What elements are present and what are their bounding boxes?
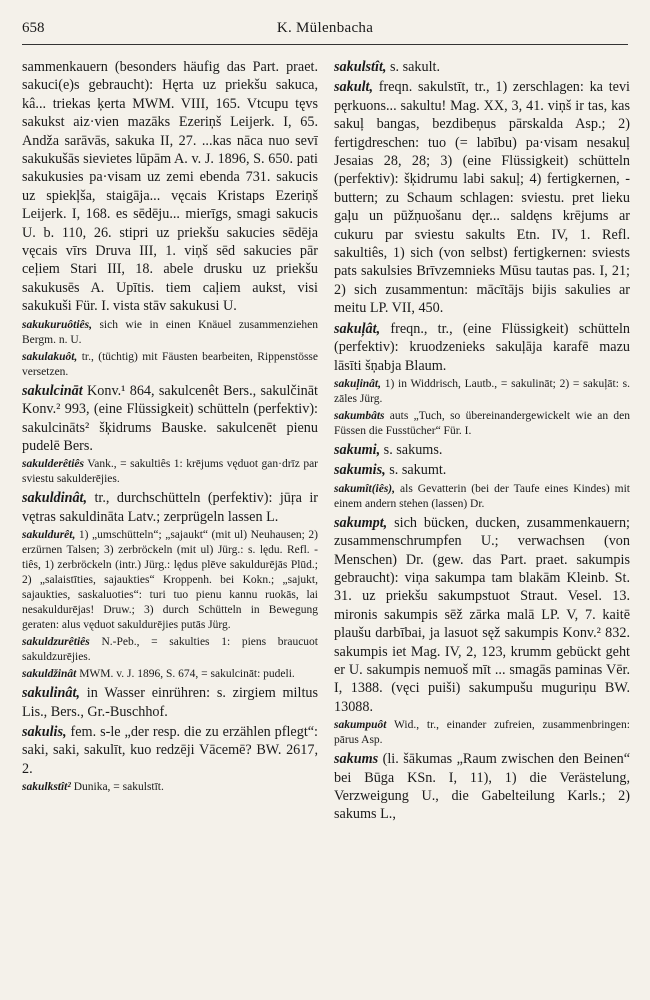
- entry-headword: sakums: [334, 751, 379, 768]
- page-header: [22, 18, 628, 42]
- entry-headword: sakumpt,: [334, 514, 388, 531]
- entry-headword: sakulakuôt,: [22, 350, 78, 363]
- entry-headword: sakult,: [334, 79, 374, 96]
- entry-body: fem. s-le „der resp. die zu erzählen pflegt“: saki, saki, sakulīt, kuo redzēji Vācemē? BW. 2617, 2.: [22, 723, 318, 777]
- dictionary-entry: [334, 750, 630, 824]
- running-head: K. Mülenbacha: [276, 20, 374, 36]
- right-column: [334, 58, 630, 988]
- dictionary-entry: [22, 382, 318, 456]
- dictionary-entry: [334, 514, 630, 716]
- entry-body: auts „Tuch, so übereinandergewickelt wie an den Füssen die Fusstücher“ Für. I.: [334, 409, 630, 437]
- dictionary-entry: [22, 667, 318, 682]
- entry-headword: sakulis,: [22, 723, 67, 740]
- entry-headword: sakuldzurêtiês: [22, 636, 90, 649]
- entry-body: MWM. v. J. 1896, S. 674, = sakulcināt: pudeli.: [79, 668, 295, 681]
- entry-headword: sakuldžinât: [22, 668, 77, 681]
- entry-headword: sakulderêtiês: [22, 458, 84, 471]
- left-column: [22, 58, 318, 988]
- entry-headword: sakumpuôt: [334, 719, 387, 732]
- entry-body: s. sakums.: [383, 441, 443, 458]
- dictionary-entry: [334, 320, 630, 375]
- entry-body: als Gevatterin (bei der Taufe eines Kindes) mit einem andern stehen (lassen) Dr.: [334, 482, 630, 510]
- entry-body: sich wie in einen Knäuel zusammenziehen Bergm. n. U.: [22, 318, 318, 346]
- dictionary-entry: [22, 457, 318, 487]
- entry-headword: sakulstît,: [334, 59, 387, 75]
- entry-body: sammenkauern (besonders häufig das Part. praet. sakuci(e)s gebraucht): Hęrta uz priekšu sakuca, kâ... triekas ķerta MWM. VIII, 165. Vtcupu tęvs sakukst aiz·vien mazāks Ezeriņš Leijerk. I, 65. Andža sarāvās, sakuka II, 27. ...kas nāca nuo sevī sakukušās sievietes lūpām A. v. J. 1896, S. 650. pati sakukusies pa·visam uz zemi ebenda 731. sakucis uz spiekļša, staigāja... vęcais Kristaps Ezeriņš Leijerk. I, 168. es sēdēju... mierīgs, smagi sakucis U. b. 110, 26. stipri uz priekšu sakucies sēdēja vęcais vīrs Druva III, 1. viņš sēd sakucies pār ceļiem Stari III, 18. abele drusku uz priekšu sakukusēs A. Upītis. tiem caļiem aukst, visi sakukuši Für. I. vista stāv sakukusi U.: [22, 59, 318, 315]
- entry-headword: sakulinât,: [22, 685, 80, 702]
- dictionary-entry: [334, 58, 630, 76]
- entry-body: tr., (tüchtig) mit Fäusten bearbeiten, Rippenstösse versetzen.: [22, 350, 318, 378]
- entry-body: freqn. sakulstīt, tr., 1) zerschlagen: ka tevi pęrkuons... sakultu! Mag. XX, 3, 41. viņš ir tas, kas sakuļ bangas, bezdibeņus pārskalda Asp.; 2) fertigdreschen: tuo (= labību) pa·visam nesakuļ Jesaias 28, 28; 3) (eine Flüssigkeit) schütteln (perfektiv): šķidrumu labi sakuļ; 4) fertigkernen, -buttern; zu Schaum schlagen: sviestu. pret lieku gaļu un pūžņuošanu dęr... saldęns krējums ar cukuru par sviestu sakults Etn. IV, 1. Refl. sakultiês, 1) sich (von selbst) fertigkernen: sviests pats sakulsies Brīvzemnieks Mūsu tautas pas. I, 21; 2) sich zusammentun: mācītājs bijis sakulies ar meitu LP. VII, 450.: [334, 79, 630, 317]
- entry-body: s. sakult.: [389, 59, 441, 75]
- dictionary-entry: [334, 78, 630, 317]
- entry-body: sich bücken, ducken, zusammenkauern; zusammenschrumpfen U.; verwachsen (von Menschen) Dr. (gew. das Part. praet. sakumpis gebraucht): viņa sakumpa tam blakām Kleinb. St. 31. uz priekšu sakumpstuot Straut. Vesel. 13. mironis sakumpis sēž zārka malā LP. V, 7. kaitē plaušu darbībai, ja lasuot sęž sakumpis Konv.² 832. sakumpis iet Mag. IV, 2, 123, krumm gebückt geht er U. sakumpis nemuoš mīt ... smagās paminas Vēr. I, 1388. (vęci puiši) sakumpušu muguriņu BW. 13088.: [334, 514, 630, 715]
- entry-headword: sakuļât,: [334, 320, 381, 337]
- dictionary-entry: [22, 58, 318, 316]
- entry-headword: sakumi,: [334, 441, 381, 458]
- text-columns: [22, 58, 628, 988]
- entry-headword: sakuldinât,: [22, 490, 88, 507]
- dictionary-entry: [334, 718, 630, 748]
- dictionary-entry: [22, 635, 318, 665]
- entry-headword: sakumît(iês),: [334, 482, 396, 495]
- dictionary-entry: [334, 461, 630, 479]
- entry-body: Dunika, = sakulstīt.: [73, 781, 164, 794]
- dictionary-entry: [22, 684, 318, 721]
- entry-body: 1) in Widdrisch, Lautb., = sakulināt; 2) = sakuļāt: s. zāles Jürg.: [334, 377, 630, 405]
- dictionary-entry: [334, 409, 630, 439]
- entry-headword: sakulkstît²: [22, 781, 71, 794]
- entry-body: 1) „umschütteln“; „sajaukt“ (mit ul) Neuhausen; 2) erzürnen Talsen; 3) zerbröckeln (mit ul) Jürg.: s. lędu. Refl. -tiês, 1) zerbröckeln (intr.) Jürg.: lędus plēve sakuldurējās Plūd.; 2) „salaistīties, sajaukties“ Kroppenh. bei Kokn.; „sajukt, sajaukties, saskaluoties“: turi tuo pienu kannu ruokās, lai nesakuldurējas! Druw.; 3) durch Schütteln in Bewegung geraten: alus vęduot sakuldurējies putās Jürg.: [22, 529, 318, 632]
- dictionary-entry: [22, 318, 318, 348]
- entry-body: tr., durchschütteln (perfektiv): jūŗa ir vętras sakuldināta Latv.; zerprügeln lassen L.: [22, 490, 318, 525]
- entry-headword: sakukuruôtiês,: [22, 318, 92, 331]
- entry-body: (li. šākumas „Raum zwischen den Beinen“ bei Būga KSn. I, 11), 1) die Verästelung, Verzweigung U., die Gabelteilung Karls.; 2) sakums L.,: [334, 751, 630, 823]
- entry-body: Wid., tr., einander zufreien, zusammenbringen: pārus Asp.: [334, 719, 630, 747]
- dictionary-entry: [22, 528, 318, 633]
- entry-headword: sakumis,: [334, 462, 386, 479]
- dictionary-entry: [22, 780, 318, 795]
- entry-body: freqn., tr., (eine Flüssigkeit) schütteln (perfektiv): kruodzenieks sakuļāja karafē mazu lāsīti šņabja Blaum.: [334, 320, 630, 374]
- dictionary-entry: [334, 377, 630, 407]
- entry-body: s. sakumt.: [389, 462, 447, 479]
- entry-headword: sakuldurêt,: [22, 529, 76, 542]
- dictionary-entry: [334, 441, 630, 459]
- page-number: 658: [22, 20, 45, 36]
- dictionary-entry: [22, 489, 318, 526]
- entry-body: Konv.¹ 864, sakulcenêt Bers., sakulčināt Konv.² 993, (eine Flüssigkeit) schütteln (perfektiv): sakulcināts² šķidrums Bauske. sakulcenēt pienu pudelē Bers.: [22, 382, 318, 454]
- dictionary-entry: [22, 723, 318, 778]
- entry-headword: sakumbâts: [334, 409, 385, 422]
- dictionary-entry: [22, 350, 318, 380]
- header-rule: [22, 44, 628, 45]
- entry-body: N.-Peb., = sakulties 1: piens braucuot sakuldzurējies.: [22, 636, 318, 664]
- entry-body: Vank., = sakultiês 1: krējums vęduot gan·drīz par sviestu sakulderējies.: [22, 458, 318, 486]
- entry-body: in Wasser einrühren: s. zirgiem miltus Lis., Bers., Gr.-Buschhof.: [22, 685, 318, 720]
- dictionary-entry: [334, 482, 630, 512]
- entry-headword: sakuļinât,: [334, 377, 381, 390]
- entry-headword: sakulcināt: [22, 382, 83, 399]
